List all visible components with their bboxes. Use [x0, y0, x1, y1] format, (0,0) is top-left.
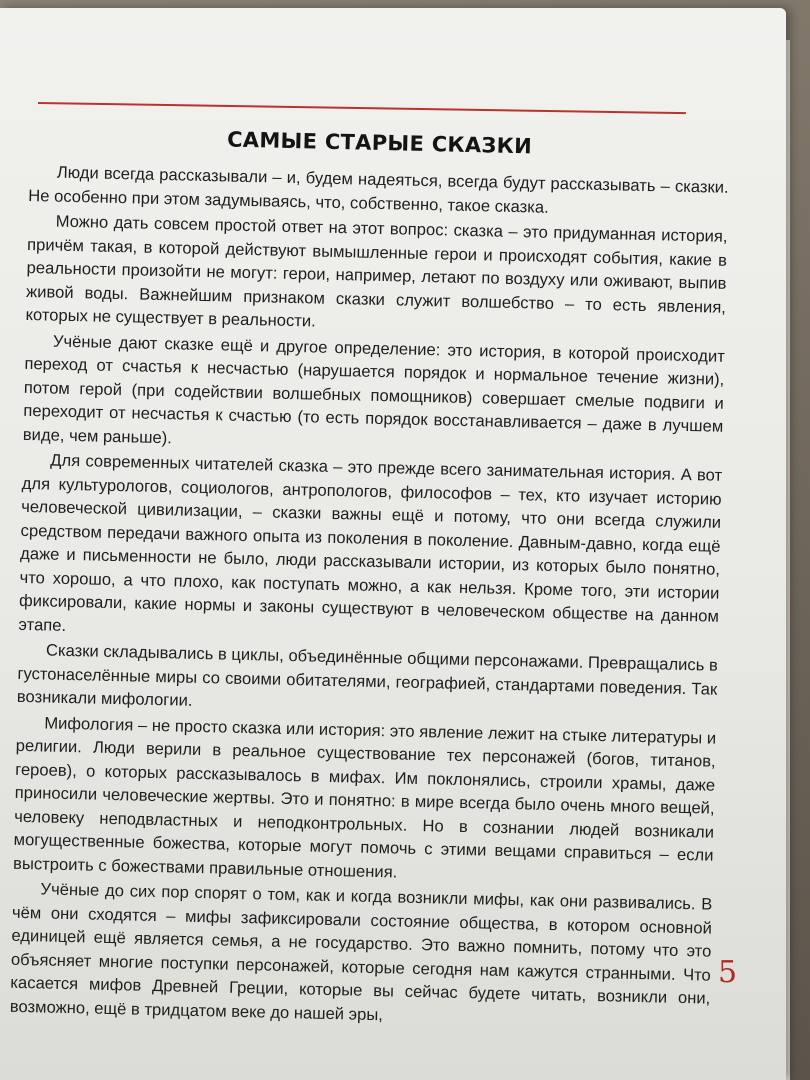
paragraph-5: Сказки складывались в циклы, объединённые общими персонажами. Превращались в густонаселённые миры со своими обитателями, географией, стандартами поведения. Так возникали мифологии. — [16, 640, 719, 710]
paragraph-6: Мифология – не просто сказка или история: это явление лежит на стыке литературы и религии. Люди верили в реальное существование тех персонажей (богов, титанов, героев), о которых рассказывалось в мифах. Им поклонялись, строили храмы, даже приносили человеческие жертвы. Это и понятно: в мире всегда было очень много вещей, человеку неподвластных и неподконтрольных. Но в сознании людей возникали могущественные божества, которые могут помочь с этими вещами справиться – если выстроить с божествами правильные отношения. — [12, 712, 717, 882]
paragraph-7: Учёные до сих пор спорят о том, как и когда возникли мифы, как они развивались. В чём они сходятся – мифы зафиксировали состояние общества, в котором основной единицей ещё является семья, а не государство. Это важно помнить, потому что это объясняет многие поступки персонажей, которые сегодня нам кажутся странными. Что касается мифов Древней Греции, которые вы сейчас будете читать, возникли они, возможно, ещё в тридцатом веке до нашей эры, — [9, 879, 713, 1024]
paragraph-2: Можно дать совсем простой ответ на этот вопрос: сказка – это придуманная история, причём такая, в которой действуют вымышленные герои и происходят события, какие в реальности произойти не могут: герои, например, летают по воздуху или оживают, выпив живой воды. Важнейшим признаком сказки служит волшебство – то есть явления, которых не существует в реальности. — [25, 211, 728, 331]
page-title: САМЫЕ СТАРЫЕ СКАЗКИ — [226, 127, 533, 159]
book-page — [0, 8, 786, 1080]
header-rule — [38, 102, 686, 114]
paragraph-3: Учёные дают сказке ещё и другое определение: это история, в которой происходит переход от счастья к несчастью (нарушается порядок и нормальное течение жизни), потом герой (при содействии волшебных помощников) совершает смелые подвиги и переходит от несчастья к счастью (то есть порядок восстанавливается – даже в лучшем виде, чем раньше). — [22, 331, 726, 447]
paragraph-1: Люди всегда рассказывали – и, будем надеяться, всегда будут рассказывать – сказки. Не особенно при этом задумываясь, что, собственно, такое сказка. — [28, 162, 729, 217]
paragraph-4: Для современных читателей сказка – это прежде всего занимательная история. А вот для культурологов, социологов, антропологов, философов – тех, кто изучает историю человеческой цивилизации, – сказки важны ещё и потому, что они всегда служили средством передачи важного опыта из поколения в поколение. Давным-давно, когда ещё даже и письменности не было, люди рассказывали истории, из которых было понятно, что хорошо, а что плохо, как поступать можно, а как нельзя. Кроме того, эти истории фиксировали, какие нормы и законы существуют в человеческом обществе на данном этапе. — [18, 450, 723, 635]
page-number: 5 — [718, 955, 738, 990]
page-content — [10, 120, 730, 1034]
